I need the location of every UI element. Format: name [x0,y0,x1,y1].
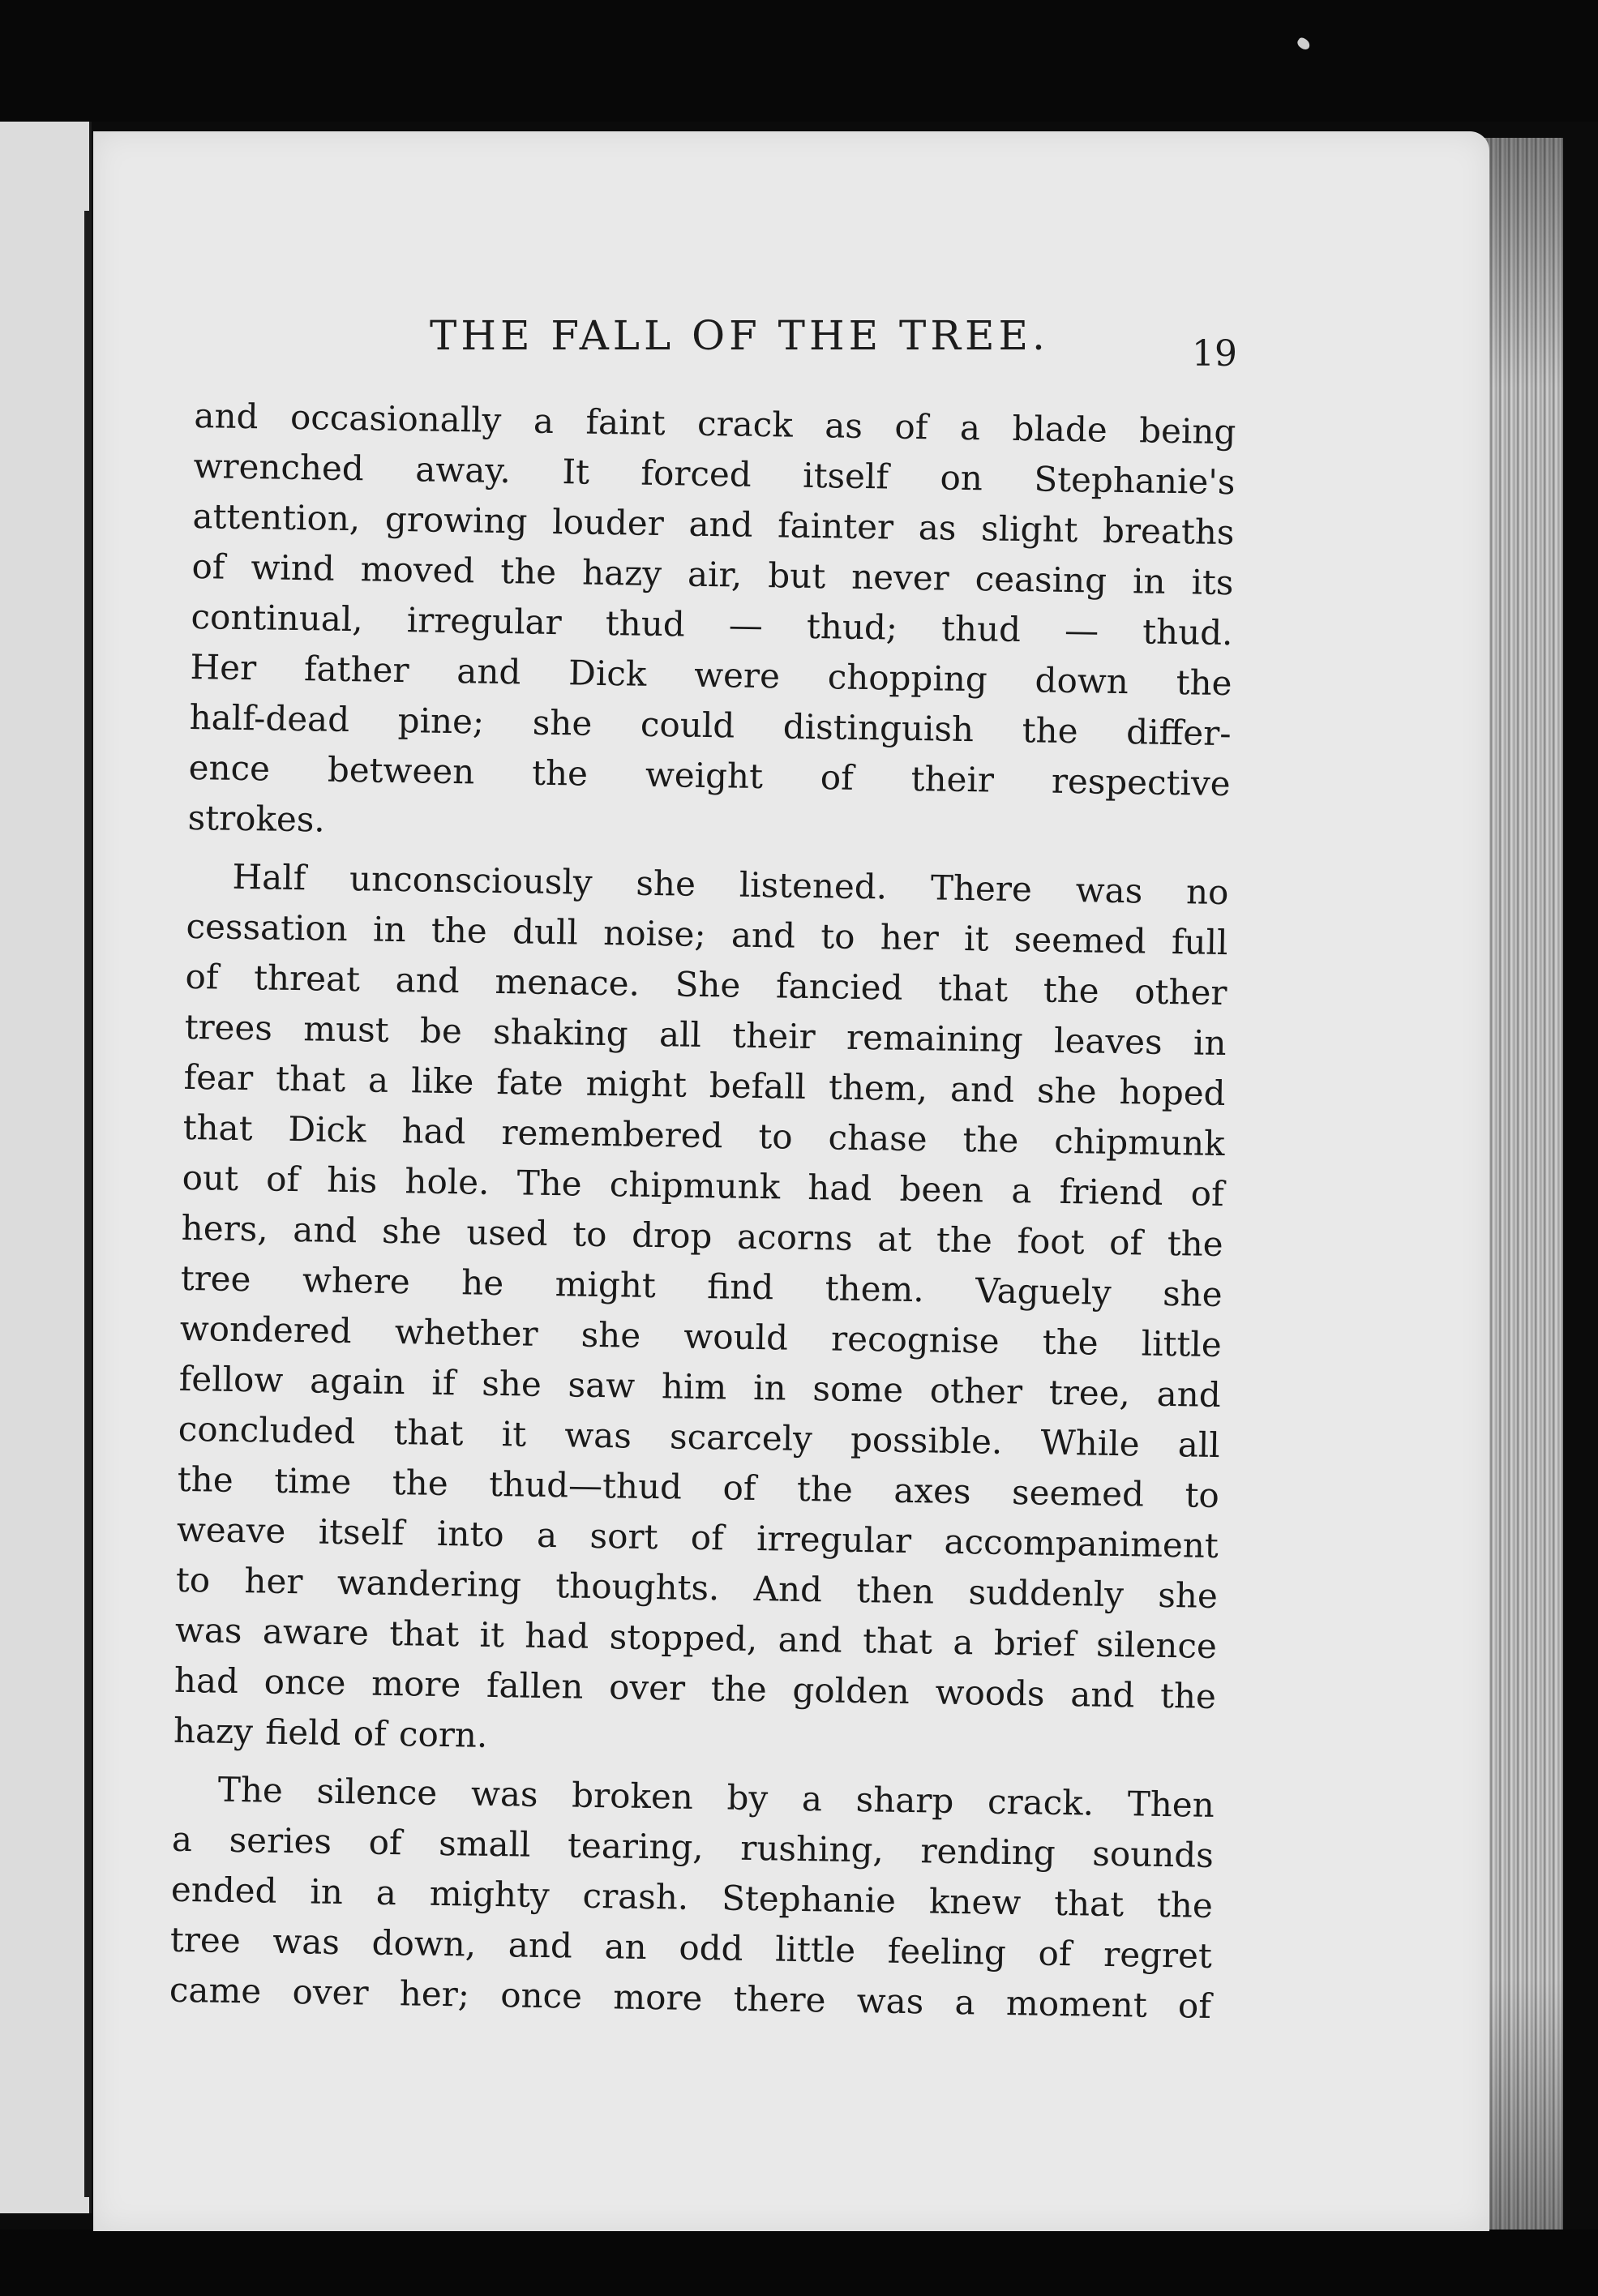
text-line: to her wandering thoughts. And then suddenly she [175,1559,1219,1616]
text-line: had once more fallen over the golden woods and the [174,1660,1217,1716]
paragraph [174,851,1229,1772]
text-line: fear that a like fate might befall them, and she hoped [183,1056,1226,1114]
scan-background-bottom [0,2230,1598,2296]
text-line: Half unconsciously she listened. There was no [232,856,1229,913]
text-line: ended in a mighty crash. Stephanie knew that the [170,1869,1214,1925]
text-line: weave itself into a sort of irregular accompaniment [176,1509,1219,1566]
text-line: of wind moved the hazy air, but never ceasing in its [191,546,1234,603]
text-line: a series of small tearing, rushing, rending sounds [171,1818,1215,1875]
previous-page-edge [0,122,92,2213]
text-line: that Dick had remembered to chase the chipmunk [182,1107,1225,1164]
text-line: came over her; once more there was a moment of [169,1969,1212,2026]
text-line: concluded that it was scarcely possible. While all [178,1408,1221,1466]
text-line: strokes. [187,797,326,840]
text-line: continual, irregular thud — thud; thud — thud. [191,596,1233,653]
text-line: out of his hole. The chipmunk had been a friend of [182,1157,1224,1214]
text-line: Her father and Dick were chopping down the [190,646,1232,704]
text-line: cessation in the dull noise; and to her it seemed full [186,906,1228,963]
book-binding-gutter [84,211,91,2197]
text-line: tree where he might find them. Vaguely she [180,1257,1223,1315]
text-line: the time the thud—thud of the axes seemed to [177,1459,1220,1516]
text-line: ence between the weight of their respective [188,747,1231,804]
scan-background-top [0,0,1598,122]
text-line: hers, and she used to drop acorns at the foot of the [181,1207,1224,1265]
text-line: fellow again if she saw him in some other tree, and [178,1358,1222,1416]
text-line: and occasionally a faint crack as of a blade being [194,395,1236,452]
paragraph [187,391,1236,859]
text-line: half-dead pine; she could distinguish the differ- [189,696,1232,754]
text-line: attention, growing louder and fainter as slight breaths [192,495,1235,553]
running-title: THE FALL OF THE TREE. [430,312,1049,359]
text-line: tree was down, and an odd little feeling of regret [169,1919,1213,1976]
text-line: wondered whether she would recognise the little [179,1308,1223,1365]
text-line: hazy field of corn. [173,1710,488,1755]
text-line: was aware that it had stopped, and that a brief silence [174,1609,1218,1666]
body-text [169,391,1236,2032]
page-header [430,312,1240,375]
text-line: trees must be shaking all their remaining leaves in [184,1006,1227,1064]
text-line: of threat and menace. She fancied that the other [185,956,1227,1013]
text-line: wrenched away. It forced itself on Stephanie's [193,445,1236,503]
paragraph [169,1764,1215,2032]
page-number: 19 [1192,333,1237,375]
text-line: The silence was broken by a sharp crack. Then [217,1769,1215,1825]
